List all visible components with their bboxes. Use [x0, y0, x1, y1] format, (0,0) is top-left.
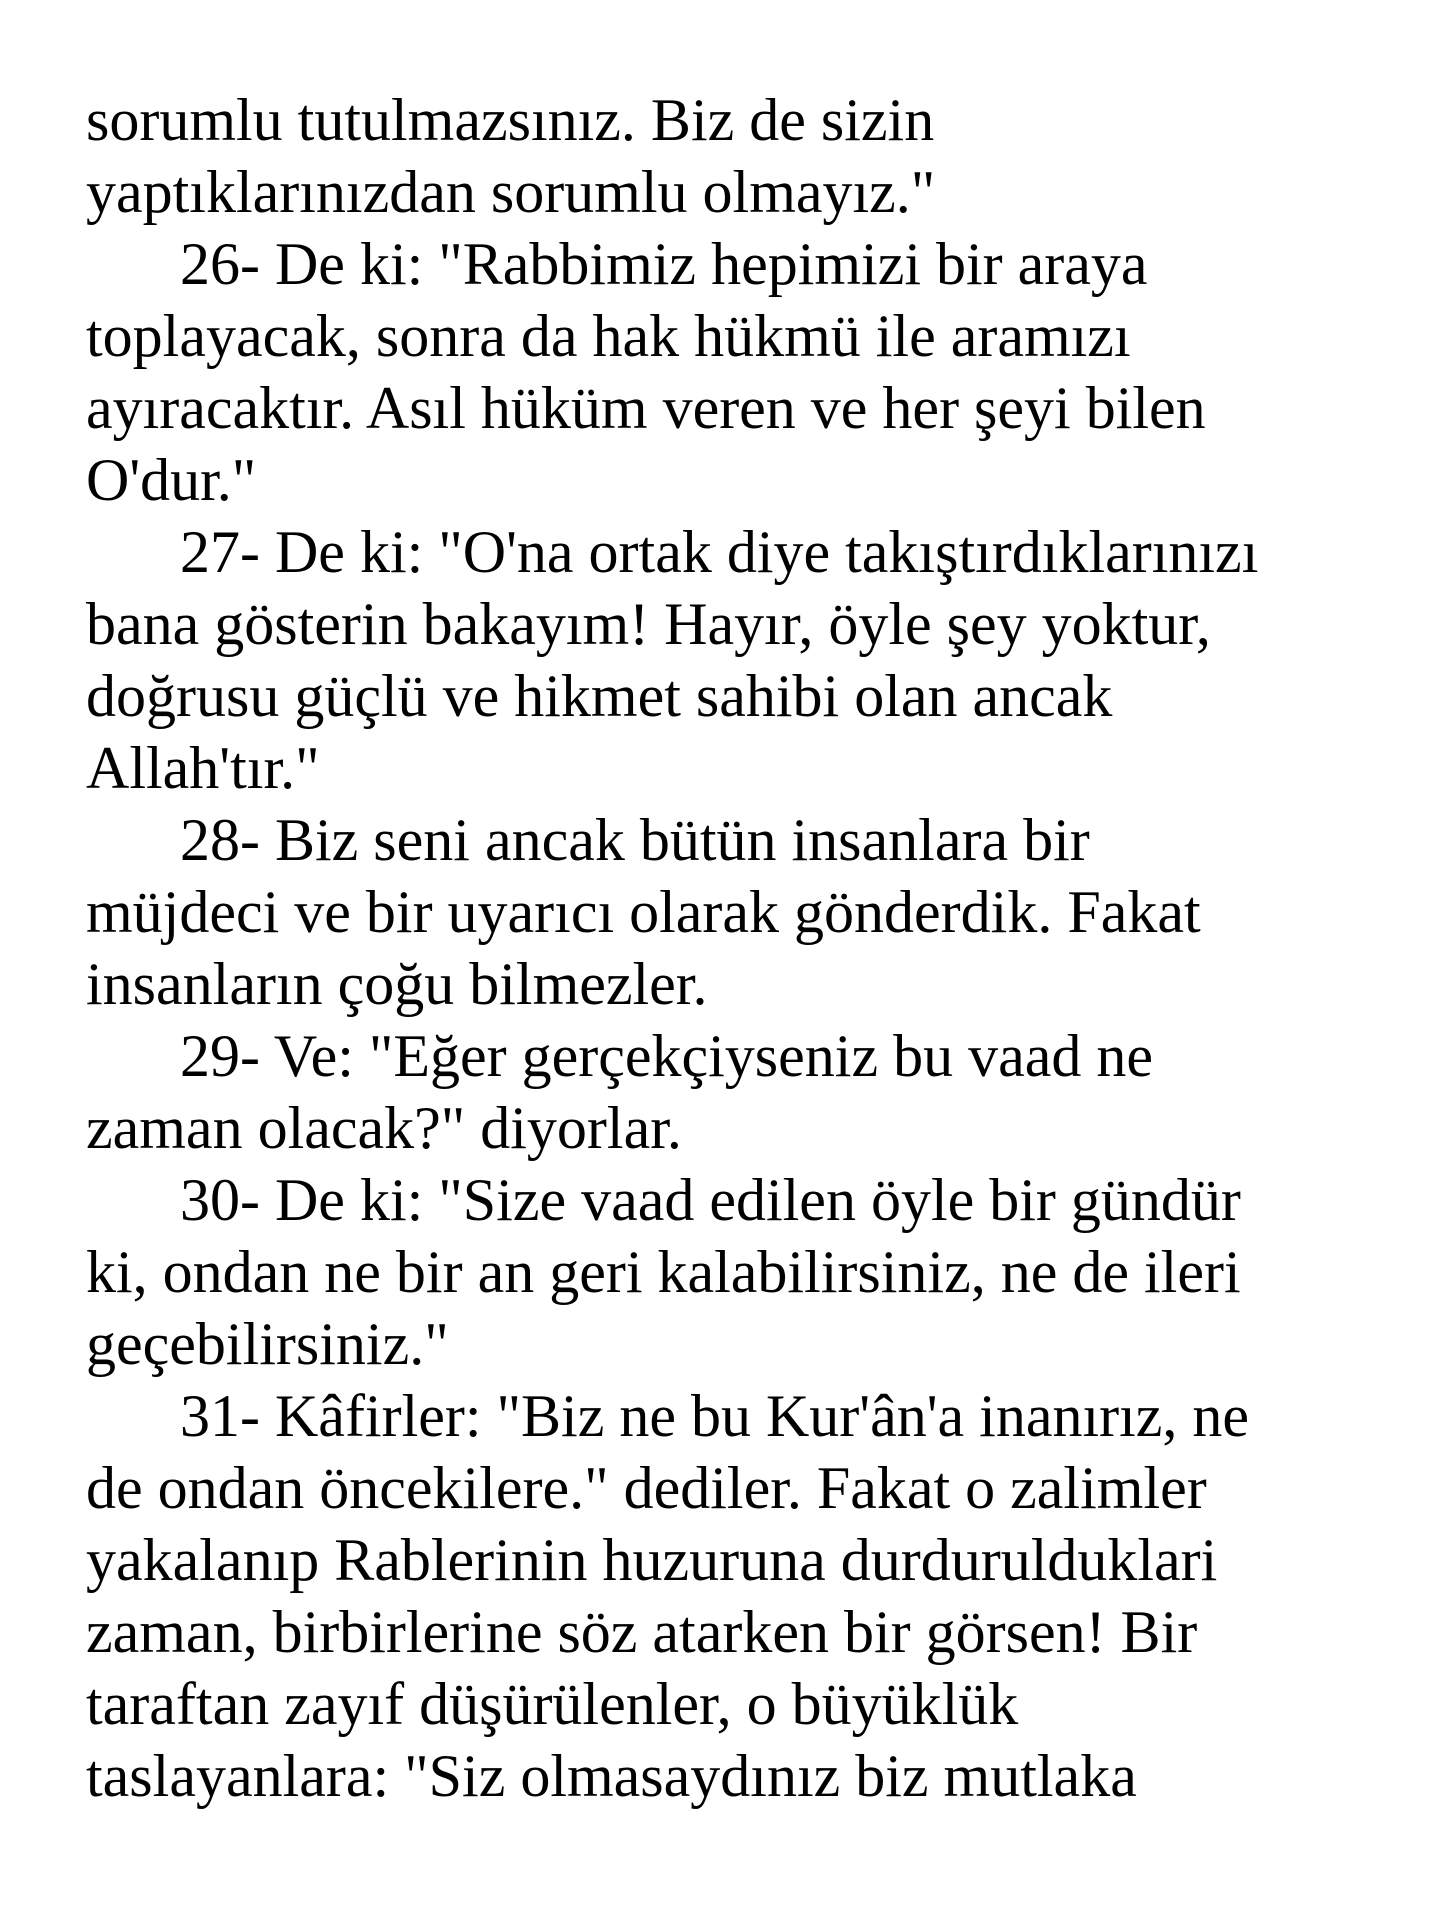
verse-28-start: 28- Biz seni ancak bütün insanlara bir: [180, 807, 1090, 873]
text-line: O'dur.": [86, 447, 257, 513]
text-line: doğrusu güçlü ve hikmet sahibi olan ancak: [86, 663, 1113, 729]
text-line: insanların çoğu bilmezler.: [86, 951, 708, 1017]
text-line: taslayanlara: "Siz olmasaydınız biz mutlaka: [86, 1743, 1137, 1809]
text-line: yaptıklarınızdan sorumlu olmayız.": [86, 159, 936, 225]
text-line: yakalanıp Rablerinin huzuruna durdurulduklari: [86, 1527, 1218, 1593]
verse-29-start: 29- Ve: "Eğer gerçekçiyseniz bu vaad ne: [180, 1023, 1153, 1089]
text-line: de ondan öncekilere." dediler. Fakat o zalimler: [86, 1455, 1207, 1521]
verse-27-start: 27- De ki: "O'na ortak diye takıştırdıklarınızı: [180, 519, 1259, 585]
text-line: ki, ondan ne bir an geri kalabilirsiniz, ne de ileri: [86, 1239, 1241, 1305]
verse-30-start: 30- De ki: "Size vaad edilen öyle bir gündür: [180, 1167, 1241, 1233]
text-line: Allah'tır.": [86, 735, 320, 801]
text-line: ayıracaktır. Asıl hüküm veren ve her şeyi bilen: [86, 375, 1206, 441]
verse-26-start: 26- De ki: "Rabbimiz hepimizi bir araya: [180, 231, 1148, 297]
text-line: zaman olacak?" diyorlar.: [86, 1095, 682, 1161]
text-line: bana gösterin bakayım! Hayır, öyle şey yoktur,: [86, 591, 1211, 657]
text-line: müjdeci ve bir uyarıcı olarak gönderdik. Fakat: [86, 879, 1201, 945]
verse-31-start: 31- Kâfirler: "Biz ne bu Kur'ân'a inanırız, ne: [180, 1383, 1250, 1449]
text-line: geçebilirsiniz.": [86, 1311, 449, 1377]
text-line: zaman, birbirlerine söz atarken bir görsen! Bir: [86, 1599, 1198, 1665]
document-body-text: [86, 84, 1386, 1812]
text-line: toplayacak, sonra da hak hükmü ile aramızı: [86, 303, 1131, 369]
text-line: taraftan zayıf düşürülenler, o büyüklük: [86, 1671, 1019, 1737]
text-line: sorumlu tutulmazsınız. Biz de sizin: [86, 87, 935, 153]
